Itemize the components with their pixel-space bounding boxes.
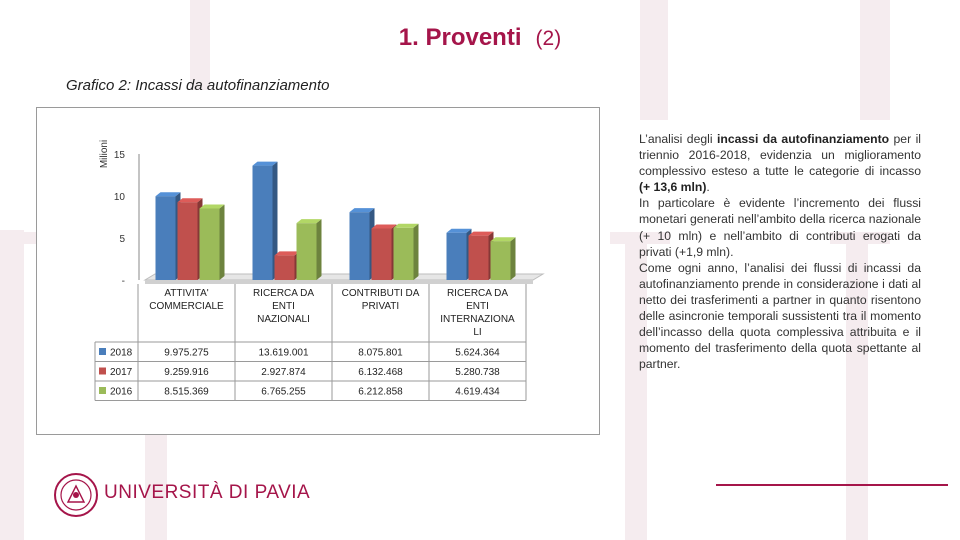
data-label: 8.075.801 bbox=[358, 347, 403, 359]
category-label: ENTI bbox=[466, 301, 489, 312]
category-label: ENTI bbox=[272, 301, 295, 312]
data-label: 9.259.916 bbox=[164, 367, 209, 378]
data-label: 6.765.255 bbox=[261, 386, 306, 398]
analysis-p3: Come ogni anno, l’analisi dei flussi di incassi da autofinanziamento prende in considerazione i dati al netto dei trasferimenti a partner in quanto risentono delle asincronie temporali sussistenti tra il momento dell’incasso della quota complessiva attribuita e il momento del trasferimento della quota spettante al partner. bbox=[639, 260, 921, 372]
category-label: PRIVATI bbox=[361, 301, 400, 312]
legend-swatch-2016 bbox=[99, 387, 106, 394]
page-title-number: (2) bbox=[535, 27, 562, 50]
analysis-p1-end: . bbox=[706, 180, 710, 195]
category-label: LI bbox=[473, 327, 482, 338]
bar-2016-1 bbox=[200, 208, 220, 280]
data-label: 5.280.738 bbox=[455, 367, 500, 378]
bar-2017-4 bbox=[469, 236, 489, 280]
category-label: RICERCA DA bbox=[252, 288, 315, 299]
university-logo-text: UNIVERSITÀ DI PAVIA bbox=[104, 482, 311, 503]
y-axis-label: Milioni bbox=[99, 139, 110, 169]
y-tick-label: 15 bbox=[113, 150, 125, 161]
y-tick-label: - bbox=[121, 276, 125, 287]
data-label: 13.619.001 bbox=[258, 347, 309, 359]
category-label: ATTIVITA' bbox=[164, 288, 209, 299]
bar-2017-1 bbox=[178, 202, 198, 280]
bar-side-2016 bbox=[220, 204, 225, 280]
chart-floor-edge bbox=[145, 280, 533, 284]
bar-2016-4 bbox=[491, 241, 511, 280]
category-label: INTERNAZIONA bbox=[440, 314, 515, 325]
bar-side-2016 bbox=[511, 237, 516, 280]
page-title: 1. Proventi (2) bbox=[398, 24, 562, 51]
bar-2018-1 bbox=[156, 196, 176, 280]
y-tick-label: 10 bbox=[113, 192, 125, 203]
bar-side-2016 bbox=[317, 219, 322, 280]
legend-label-2018: 2018 bbox=[110, 347, 133, 359]
analysis-p1-pre: L’analisi degli bbox=[639, 132, 717, 146]
analysis-text bbox=[639, 131, 921, 372]
bar-2017-2 bbox=[275, 255, 295, 280]
category-label: NAZIONALI bbox=[257, 314, 310, 325]
analysis-p1-mid: per il triennio 2016-2018, evidenzia un miglioramento complessivo esteso a tutte le categorie di incasso bbox=[639, 132, 922, 179]
data-label: 6.212.858 bbox=[358, 386, 403, 398]
analysis-p2: In particolare è evidente l’incremento dei flussi monetari generati nell’ambito della ricerca nazionale (+ 10 mln) e nell’ambito di contributi erogati da privati (+1,9 mln). bbox=[639, 196, 921, 259]
data-label: 6.132.468 bbox=[358, 367, 403, 378]
y-tick-label: 5 bbox=[119, 234, 125, 245]
divider-line bbox=[716, 484, 948, 486]
bar-2018-2 bbox=[253, 166, 273, 280]
chart-container bbox=[36, 107, 600, 435]
legend-swatch-2018 bbox=[99, 348, 106, 355]
bar-2017-3 bbox=[372, 228, 392, 280]
category-label: CONTRIBUTI DA bbox=[341, 288, 420, 299]
chart-caption: Grafico 2: Incassi da autofinanziamento bbox=[66, 77, 330, 94]
analysis-p1-bold1: incassi da autofinanziamento bbox=[717, 132, 890, 146]
bar-2018-4 bbox=[447, 233, 467, 280]
category-label: RICERCA DA bbox=[446, 288, 509, 299]
category-label: COMMERCIALE bbox=[149, 301, 224, 312]
bar-2016-3 bbox=[394, 228, 414, 280]
analysis-p1-bold2: (+ 13,6 mln) bbox=[639, 180, 707, 195]
bar-chart bbox=[37, 108, 599, 434]
legend-swatch-2017 bbox=[99, 368, 106, 375]
data-label: 2.927.874 bbox=[261, 367, 306, 378]
bar-2018-3 bbox=[350, 212, 370, 280]
bar-side-2016 bbox=[414, 224, 419, 280]
data-label: 8.515.369 bbox=[164, 386, 209, 398]
data-label: 9.975.275 bbox=[164, 347, 209, 359]
bar-2016-2 bbox=[297, 223, 317, 280]
data-label: 5.624.364 bbox=[455, 347, 500, 359]
legend-label-2016: 2016 bbox=[110, 386, 133, 398]
legend-label-2017: 2017 bbox=[110, 367, 133, 378]
data-label: 4.619.434 bbox=[455, 386, 500, 398]
